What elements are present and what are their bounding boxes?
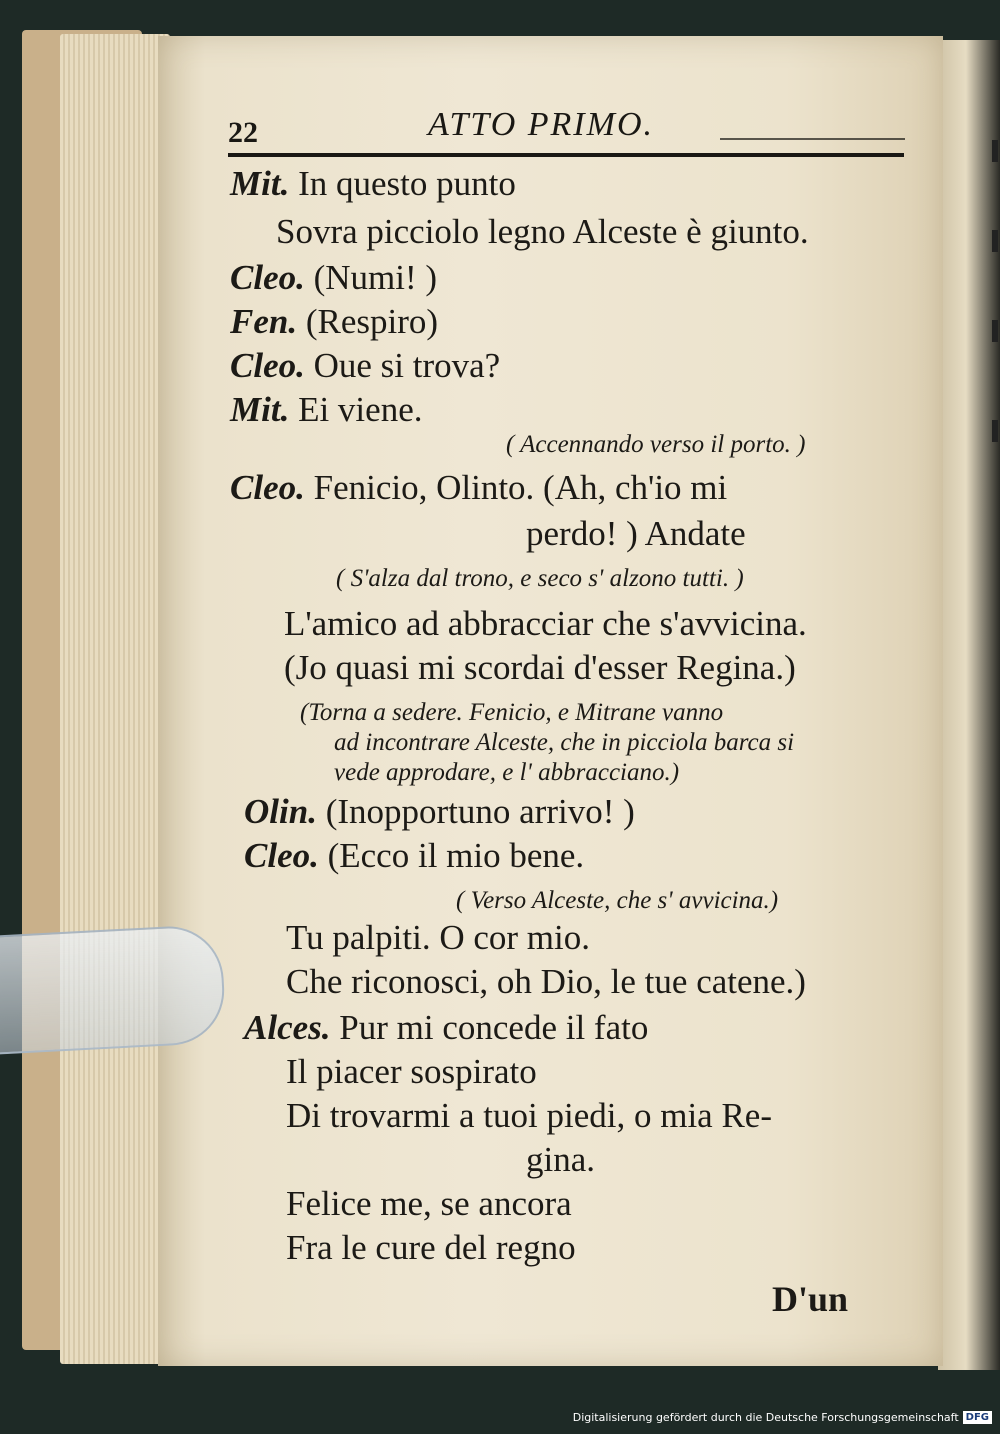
- verse-line: [230, 300, 438, 344]
- stage-direction: ( Verso Alceste, che s' avvicina.): [456, 887, 779, 914]
- verse-line: [230, 162, 516, 206]
- verse-text: (Numi! ): [313, 258, 438, 297]
- stage-direction: (Torna a sedere. Fenicio, e Mitrane vanno: [300, 699, 724, 726]
- catchword: D'un: [772, 1279, 849, 1319]
- verse-text: Che riconosci, oh Dio, le tue catene.): [286, 962, 806, 1001]
- speaker-label: Mit.: [230, 164, 290, 203]
- speaker-label: Fen.: [230, 302, 298, 341]
- speaker-label: Cleo.: [230, 258, 305, 297]
- verse-text: Pur mi concede il fato: [339, 1008, 649, 1047]
- speaker-label: Alces.: [244, 1008, 331, 1047]
- header-rule: [228, 153, 904, 157]
- glass-page-holder: [0, 924, 227, 1056]
- verse-line: [284, 646, 796, 690]
- verse-text: Tu palpiti. O cor mio.: [286, 918, 590, 957]
- speaker-label: Cleo.: [230, 346, 305, 385]
- verse-text: Oue si trova?: [313, 346, 501, 385]
- verse-line: [244, 790, 635, 834]
- verse-line: [230, 256, 437, 300]
- verse-line: [276, 210, 809, 254]
- verse-line: [244, 834, 584, 878]
- verse-line: [286, 1050, 537, 1094]
- verse-text: Fra le cure del regno: [286, 1228, 576, 1267]
- footer-credit: Digitalisierung gefördert durch die Deutsche Forschungsgemeinschaft: [572, 1410, 959, 1424]
- facing-page-fragments: [992, 120, 1000, 520]
- verse-line: [230, 344, 500, 388]
- verse-line: [286, 960, 806, 1004]
- verse-text: In questo punto: [298, 164, 516, 203]
- verse-text: Sovra picciolo legno Alceste è giunto.: [276, 212, 809, 251]
- speaker-label: Mit.: [230, 390, 290, 429]
- verse-line: [526, 1138, 595, 1182]
- verse-text: gina.: [526, 1140, 596, 1179]
- stage-direction: vede approdare, e l' abbracciano.): [334, 759, 680, 786]
- header-rule-short: [720, 138, 905, 140]
- verse-text: (Inopportuno arrivo! ): [325, 792, 635, 831]
- verse-text: L'amico ad abbracciar che s'avvicina.: [284, 604, 807, 643]
- verse-text: Il piacer sospirato: [286, 1052, 537, 1091]
- speaker-label: Olin.: [244, 792, 317, 831]
- stage-direction: ( S'alza dal trono, e seco s' alzono tutti. ): [336, 565, 744, 592]
- verse-line: [286, 1094, 772, 1138]
- verse-line: [230, 466, 727, 510]
- verse-line: [244, 1006, 648, 1050]
- verse-text: (Ecco il mio bene.: [327, 836, 585, 875]
- page-number: 22: [228, 116, 258, 149]
- running-title: ATTO PRIMO.: [428, 106, 654, 143]
- page-header: [228, 100, 908, 160]
- speaker-label: Cleo.: [244, 836, 319, 875]
- verse-line: [284, 602, 807, 646]
- verse-line: [230, 388, 422, 432]
- verse-text: Di trovarmi a tuoi piedi, o mia Re-: [286, 1096, 773, 1135]
- verse-line: [286, 1226, 576, 1270]
- verse-text: (Jo quasi mi scordai d'esser Regina.): [284, 648, 796, 687]
- verse-line: [286, 916, 590, 960]
- stage-direction: ad incontrare Alceste, che in picciola barca si: [334, 729, 795, 756]
- verse-line: [286, 1182, 572, 1226]
- verse-text: Fenicio, Olinto. (Ah, ch'io mi: [313, 468, 728, 507]
- verse-line: [526, 512, 746, 556]
- verse-text: (Respiro): [305, 302, 439, 341]
- verse-text: Ei viene.: [298, 390, 423, 429]
- facing-page-edge: [938, 40, 1000, 1370]
- verse-text: Felice me, se ancora: [286, 1184, 572, 1223]
- verse-text: perdo! ) Andate: [526, 514, 746, 553]
- stage-direction: ( Accennando verso il porto. ): [506, 431, 806, 458]
- digitization-footer: [573, 1406, 992, 1428]
- page-stack-edges: [60, 34, 170, 1364]
- speaker-label: Cleo.: [230, 468, 305, 507]
- dfg-logo: DFG: [963, 1411, 992, 1424]
